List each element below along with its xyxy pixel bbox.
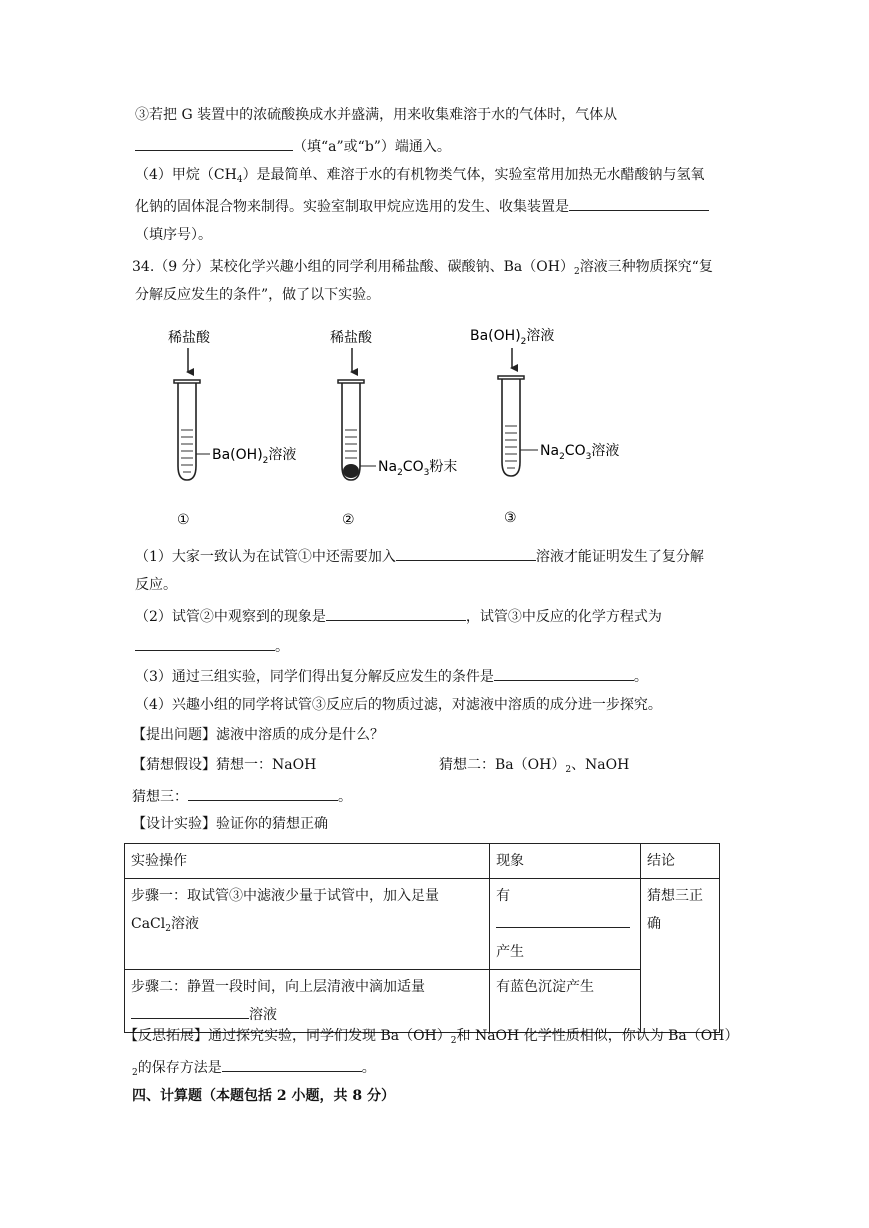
p1-line2-text: 反应。: [135, 577, 177, 593]
answer-blank[interactable]: [396, 546, 536, 561]
tube2-side-label: $Na_2CO_3$粉末: [378, 459, 458, 478]
answer-blank[interactable]: [135, 136, 293, 151]
q4-line3-text: （填序号）。: [135, 227, 212, 243]
step1-op-sub: 2: [165, 924, 171, 934]
step2-phenomenon: 有蓝色沉淀产生: [490, 970, 641, 1033]
q4-sub: 4: [236, 175, 243, 185]
p2-end: 。: [275, 639, 289, 655]
reflect-line1: [124, 1027, 738, 1045]
reflect-b: 和 NaOH 化学性质相似，你认为 Ba（OH）: [456, 1028, 739, 1044]
guess-three: 猜想三：: [132, 789, 188, 805]
answer-blank[interactable]: [222, 1057, 362, 1072]
guess-line: [132, 756, 316, 774]
q4-prefix: （4）甲烷（CH: [135, 167, 237, 183]
q34-head-line1: [132, 258, 713, 276]
ask-text: 【提出问题】滤液中溶质的成分是什么？: [132, 727, 384, 743]
tube2-number: ②: [342, 512, 355, 528]
q4-line1: [135, 166, 705, 184]
q34-head-b: 溶液三种物质探究“复: [579, 259, 713, 275]
p2-a: （2）试管②中观察到的现象是: [135, 609, 326, 625]
p2-line2: [135, 636, 289, 656]
tube2-top-label: 稀盐酸: [330, 330, 372, 346]
tube1-top-label: 稀盐酸: [168, 330, 210, 346]
tube1-number: ①: [177, 512, 190, 528]
guess-two-line: [439, 756, 629, 774]
answer-blank[interactable]: [326, 606, 466, 621]
answer-blank[interactable]: [131, 1004, 249, 1019]
p4-text: （4）兴趣小组的同学将试管③反应后的物质过滤，对滤液中溶质的成分进一步探究。: [135, 697, 662, 713]
ask-line: [132, 726, 384, 744]
table-row: [125, 970, 720, 1033]
conclusion-text: 猜想三正确: [647, 888, 704, 932]
p3-line: [135, 666, 648, 686]
design-text: 【设计实验】验证你的猜想正确: [132, 816, 328, 832]
step1-op-c: 溶液: [170, 916, 199, 932]
step2-op-b: 溶液: [249, 1007, 277, 1023]
reflect-line2-text: 的保存方法是: [137, 1060, 222, 1076]
table-header-cell: 实验操作: [125, 844, 490, 879]
section-heading: [132, 1087, 395, 1105]
p2-line1: [135, 606, 662, 626]
guess-one: 【猜想假设】猜想一：NaOH: [132, 757, 317, 773]
p3-end: 。: [633, 669, 648, 685]
table-row: [125, 879, 720, 970]
reflect-a: 【反思拓展】通过探究实验，同学们发现 Ba（OH）: [124, 1028, 451, 1044]
step1-op-a: 步骤一：取试管③中滤液少量于试管中，加入足量: [131, 888, 439, 904]
section-heading-text: 四、计算题（本题包括 2 小题，共 8 分）: [132, 1088, 395, 1104]
tube3-number: ③: [504, 510, 517, 526]
tube-1: [168, 329, 296, 528]
table-header-cell: 现象: [490, 844, 641, 879]
step1-phenomenon: [490, 879, 641, 970]
experiment-table: [124, 843, 720, 1033]
item3-line2: [135, 136, 451, 156]
conclusion-cell: [641, 879, 720, 1033]
reflect-line2: [132, 1057, 376, 1077]
guess-two-sub: 2: [565, 765, 572, 775]
guess3-line: [132, 786, 352, 806]
step2-op-a: 步骤二：静置一段时间，向上层清液中滴加适量: [131, 979, 425, 995]
step1-ph-a: 有: [496, 888, 511, 904]
q34-head-sub: 2: [573, 267, 580, 277]
step1-op: [125, 879, 490, 970]
table-header-row: [125, 844, 720, 879]
p3-a: （3）通过三组实验，同学们得出复分解反应发生的条件是: [135, 669, 494, 685]
tube3-top-label: $Ba(OH)_2$溶液: [470, 328, 555, 347]
guess-three-end: 。: [338, 789, 352, 805]
q34-head-line2-text: 分解反应发生的条件”，做了以下实验。: [135, 287, 381, 303]
step2-op: [125, 970, 490, 1033]
design-line: [132, 815, 328, 833]
answer-blank[interactable]: [494, 666, 634, 681]
p1-a: （1）大家一致认为在试管①中还需要加入: [135, 549, 396, 565]
p2-b: ，试管③中反应的化学方程式为: [465, 609, 662, 625]
item3-line1: [135, 106, 617, 124]
q4-rest: ）是最简单、难溶于水的有机物类气体，实验室常用加热无水醋酸钠与氢氧: [242, 167, 705, 183]
step1-op-b: CaCl: [131, 916, 166, 932]
guess-two-tail: 、NaOH: [571, 757, 630, 773]
tube3-side-label: $Na_2CO_3$溶液: [540, 443, 620, 462]
answer-blank[interactable]: [569, 196, 709, 211]
answer-blank[interactable]: [188, 786, 338, 801]
tube-2: [330, 329, 457, 528]
table-header-cell: 结论: [641, 844, 720, 879]
tube1-side-label: $Ba(OH)_2$溶液: [212, 447, 297, 466]
answer-blank[interactable]: [496, 913, 630, 928]
q4-line2: [135, 196, 709, 216]
reflect-sub: 2: [450, 1036, 457, 1046]
q4-line3: [135, 226, 212, 244]
p1-line2: [135, 576, 177, 594]
reflect-line2-sub: 2: [132, 1068, 138, 1078]
reflect-end: 。: [361, 1060, 376, 1076]
p1-line1: [135, 546, 704, 566]
p4-line: [135, 696, 662, 714]
item3-text: ③若把 G 装置中的浓硫酸换成水并盛满，用来收集难溶于水的气体时，气体从: [135, 107, 618, 123]
test-tube-svg: [130, 318, 660, 538]
guess-two: 猜想二：Ba（OH）: [439, 757, 566, 773]
answer-blank[interactable]: [135, 636, 275, 651]
q34-head-a: 34.（9 分）某校化学兴趣小组的同学利用稀盐酸、碳酸钠、Ba（OH）: [132, 259, 574, 275]
p1-b: 溶液才能证明发生了复分解: [535, 549, 704, 565]
q4-line2-text: 化钠的固体混合物来制得。实验室制取甲烷应选用的发生、收集装置是: [135, 199, 569, 215]
tube-3: [470, 327, 619, 526]
q34-head-line2: [135, 286, 380, 304]
test-tube-figure: [130, 318, 660, 538]
item3-tail: （填“a”或“b”）端通入。: [293, 139, 451, 155]
step1-ph-b: 产生: [496, 944, 525, 960]
